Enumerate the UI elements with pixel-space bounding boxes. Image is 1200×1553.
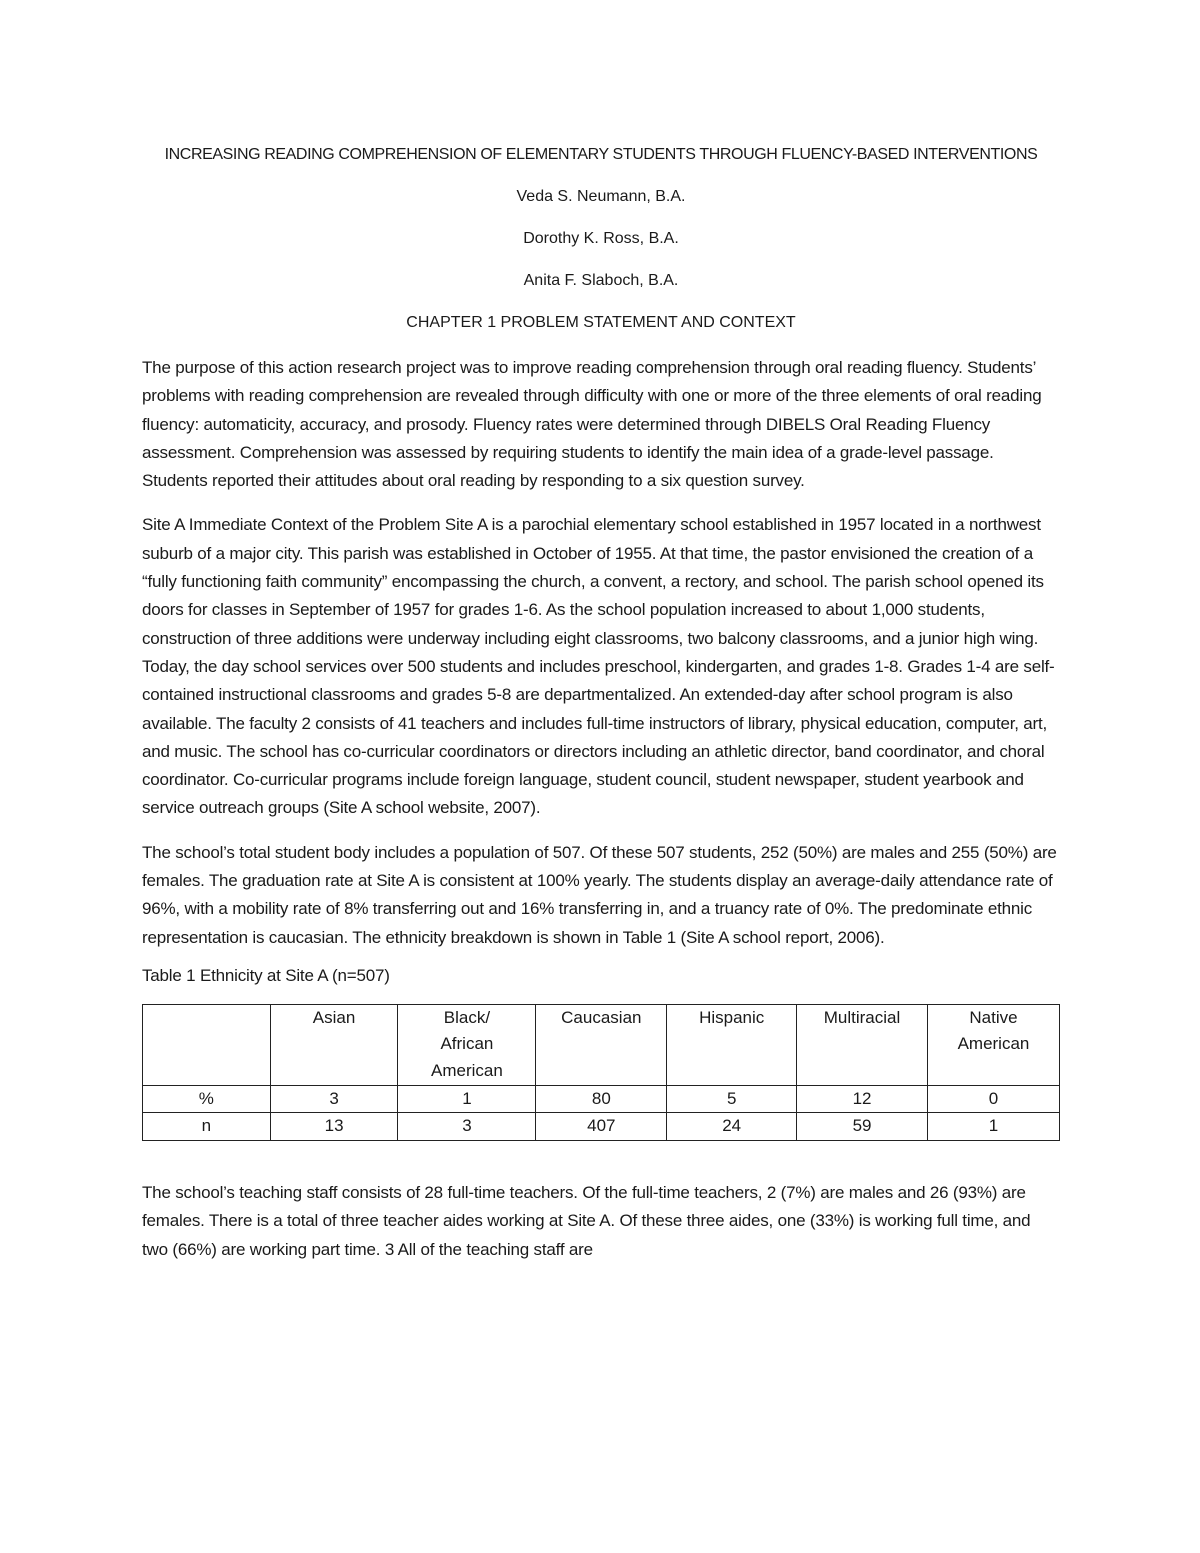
document-title: INCREASING READING COMPREHENSION OF ELEMENTARY STUDENTS THROUGH FLUENCY-BASED INTERVENTIONS [164, 146, 1038, 163]
table-cell: 1 [398, 1085, 536, 1113]
table-header-cell: Black/ African American [398, 1004, 536, 1085]
paragraph-site-context: Site A Immediate Context of the Problem Site A is a parochial elementary school established in 1957 located in a northwest suburb of a major city. This parish was established in October of 1955. At that time, the pastor envisioned the creation of a “fully functioning faith community” encompassing the church, a convent, a rectory, and school. The parish school opened its doors for classes in September of 1957 for grades 1-6. As the school population increased to about 1,000 students, construction of three additions were underway including eight classrooms, two balcony classrooms, and a junior high wing. Today, the day school services over 500 students and includes preschool, kindergarten, and grades 1-8. Grades 1-4 are self-contained instructional classrooms and grades 5-8 are departmentalized. An extended-day after school program is also available. The faculty 2 consists of 41 teachers and includes full-time instructors of library, physical education, computer, art, and music. The school has co-curricular coordinators or directors including an athletic director, band coordinator, and choral coordinator. Co-curricular programs include foreign language, student council, student newspaper, student yearbook and service outreach groups (Site A school website, 2007). [142, 515, 1055, 818]
table-header-cell: Multiracial [797, 1004, 928, 1085]
author-3: Anita F. Slaboch, B.A. [523, 272, 679, 289]
table-cell: 3 [270, 1085, 398, 1113]
table-cell: n [143, 1113, 271, 1141]
table-caption: Table 1 Ethnicity at Site A (n=507) [142, 965, 390, 985]
table-header-cell [143, 1004, 271, 1085]
table-cell: 3 [398, 1113, 536, 1141]
paragraph-student-body: The school’s total student body includes a population of 507. Of these 507 students, 252 (50%) are males and 255 (50%) are females. The graduation rate at Site A is consistent at 100% yearly. The students display an average-daily attendance rate of 96%, with a mobility rate of 8% transferring out and 16% transferring in, and a truancy rate of 0%. The predominate ethnic representation is caucasian. The ethnicity breakdown is shown in Table 1 (Site A school report, 2006). [142, 842, 1057, 947]
table-row [143, 1085, 1060, 1113]
table-header-cell: Asian [270, 1004, 398, 1085]
table-cell: % [143, 1085, 271, 1113]
chapter-heading: CHAPTER 1 PROBLEM STATEMENT AND CONTEXT [406, 314, 796, 331]
table-cell: 407 [536, 1113, 667, 1141]
table-header-cell: Hispanic [667, 1004, 797, 1085]
table-cell: 5 [667, 1085, 797, 1113]
table-header-cell: Native American [927, 1004, 1059, 1085]
paragraph-purpose: The purpose of this action research project was to improve reading comprehension through oral reading fluency. Students’ problems with reading comprehension are revealed through difficulty with one or more of the three elements of oral reading fluency: automaticity, accuracy, and prosody. Fluency rates were determined through DIBELS Oral Reading Fluency assessment. Comprehension was assessed by requiring students to identify the main idea of a grade-level passage. Students reported their attitudes about oral reading by responding to a six question survey. [142, 358, 1042, 491]
table-header-cell: Caucasian [536, 1004, 667, 1085]
document-page [142, 140, 1060, 1264]
table-cell: 1 [927, 1113, 1059, 1141]
table-row [143, 1113, 1060, 1141]
ethnicity-table [142, 1004, 1060, 1141]
author-2: Dorothy K. Ross, B.A. [523, 230, 679, 247]
paragraph-teaching-staff: The school’s teaching staff consists of 28 full-time teachers. Of the full-time teachers, 2 (7%) are males and 26 (93%) are females. There is a total of three teacher aides working at Site A. Of these three aides, one (33%) is working full time, and two (66%) are working part time. 3 All of the teaching staff are [142, 1182, 1031, 1259]
table-cell: 24 [667, 1113, 797, 1141]
table-header-row [143, 1004, 1060, 1085]
author-1: Veda S. Neumann, B.A. [516, 188, 686, 205]
table-cell: 80 [536, 1085, 667, 1113]
table-cell: 59 [797, 1113, 928, 1141]
table-cell: 0 [927, 1085, 1059, 1113]
table-cell: 12 [797, 1085, 928, 1113]
table-cell: 13 [270, 1113, 398, 1141]
